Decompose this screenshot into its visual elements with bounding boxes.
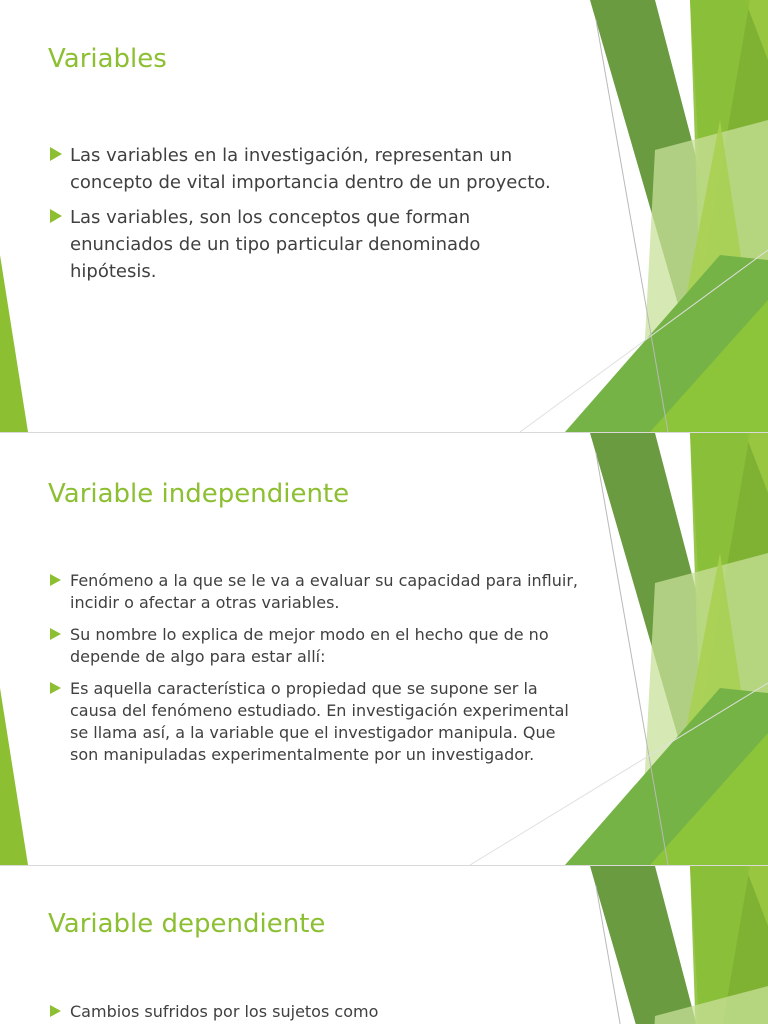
list-item xyxy=(48,570,588,614)
bullet-list xyxy=(48,570,588,776)
slide-title: Variable independiente xyxy=(48,479,350,509)
triangle-bullet-icon xyxy=(50,628,61,640)
list-item xyxy=(48,204,568,285)
bullet-text: Las variables, son los conceptos que forman enunciados de un tipo particular denominado hipótesis. xyxy=(70,207,481,282)
slide-variable-dependiente xyxy=(0,866,768,1024)
triangle-bullet-icon xyxy=(50,574,61,586)
list-item xyxy=(48,1001,588,1023)
bullet-text: Fenómeno a la que se le va a evaluar su capacidad para influir, incidir o afectar a otras variables. xyxy=(70,571,578,612)
triangle-bullet-icon xyxy=(50,147,62,161)
triangle-bullet-icon xyxy=(50,209,62,223)
list-item xyxy=(48,142,568,196)
bullet-text: Cambios sufridos por los sujetos como xyxy=(70,1002,379,1021)
triangle-bullet-icon xyxy=(50,682,61,694)
bullet-text: Su nombre lo explica de mejor modo en el hecho que de no depende de algo para estar allí: xyxy=(70,625,549,666)
bullet-text: Las variables en la investigación, representan un concepto de vital importancia dentro de un proyecto. xyxy=(70,145,551,193)
slide-title: Variable dependiente xyxy=(48,909,326,939)
slide-variable-independiente xyxy=(0,433,768,865)
list-item xyxy=(48,678,588,766)
bullet-list xyxy=(48,1001,588,1023)
bullet-text: Es aquella característica o propiedad que se supone ser la causa del fenómeno estudiado. En investigación experimental se llama así, a la variable que el investigador manipula. Que son manipuladas experimentalmente por un investigador. xyxy=(70,679,569,764)
slide-variables xyxy=(0,0,768,432)
bullet-list xyxy=(48,142,568,293)
slide-title: Variables xyxy=(48,44,167,74)
list-item xyxy=(48,624,588,668)
triangle-bullet-icon xyxy=(50,1005,61,1017)
